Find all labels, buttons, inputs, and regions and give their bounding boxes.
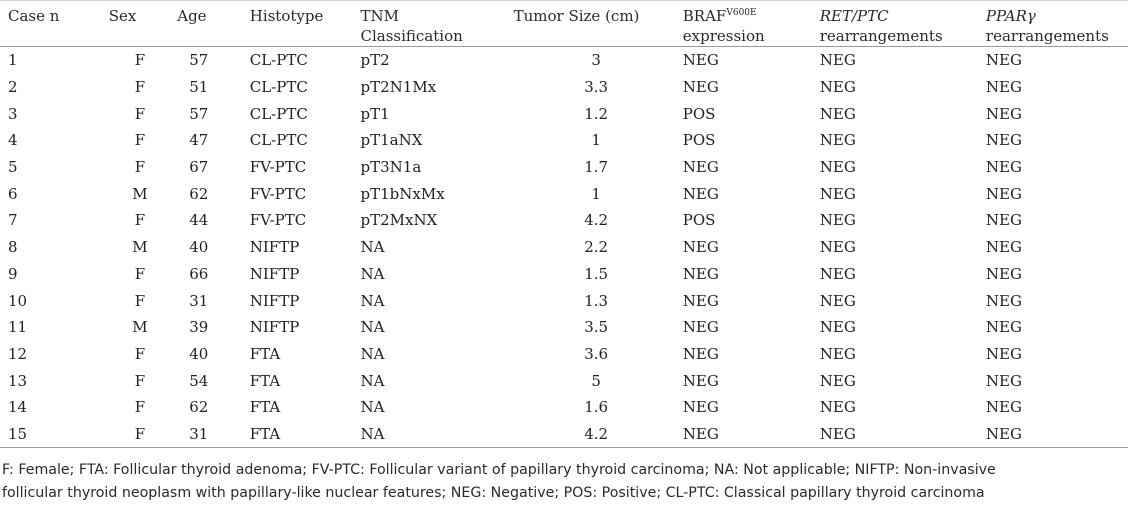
cell-ret-ptc: NEG — [819, 291, 856, 310]
cell-tumor-size: 4.2 — [584, 211, 609, 230]
cell-case: 10 — [8, 291, 28, 310]
cell-sex: F — [134, 264, 146, 283]
cell-sex: F — [105, 421, 176, 448]
cell-age: 57 — [189, 51, 209, 70]
cell-ret-ptc: NEG — [819, 184, 856, 203]
cell-tnm: NA — [360, 238, 385, 257]
cell-braf: POS — [682, 131, 716, 150]
cell-age: 31 — [189, 291, 209, 310]
cell-ppar: NEG — [985, 264, 1022, 283]
cell-histotype: FV-PTC — [249, 184, 307, 203]
cell-tnm: NA — [360, 264, 385, 283]
cell-histotype: CL-PTC — [249, 131, 308, 150]
cell-sex: F — [134, 398, 146, 417]
cell-sex: F — [134, 371, 146, 390]
cell-ret-ptc: NEG — [819, 158, 856, 177]
cell-tnm: NA — [360, 344, 385, 363]
cell-case: 7 — [8, 211, 18, 230]
cell-ppar: NEG — [985, 78, 1022, 97]
cell-ppar: NEG — [985, 238, 1022, 257]
header-row — [0, 1, 1128, 47]
header-ret-line1: RET/PTC — [819, 7, 889, 25]
cell-tumor-size: 3 — [591, 51, 601, 70]
header-ppar-line1: PPARγ — [985, 7, 1036, 25]
cell-case: 12 — [8, 344, 28, 363]
cell-age: 66 — [189, 264, 209, 283]
cell-ret-ptc: NEG — [819, 211, 856, 230]
cell-braf: NEG — [682, 291, 719, 310]
header-age: Age — [175, 1, 248, 47]
cell-braf: NEG — [682, 371, 719, 390]
cell-ret-ptc: NEG — [819, 104, 856, 123]
cell-histotype: NIFTP — [249, 318, 300, 337]
cell-braf: POS — [682, 104, 716, 123]
cell-tnm: NA — [359, 421, 512, 448]
table-row — [0, 314, 1128, 341]
table-row — [0, 261, 1128, 288]
cell-age: 54 — [189, 371, 209, 390]
header-braf-line2: expression — [682, 27, 765, 45]
table-row — [0, 127, 1128, 154]
cell-ret-ptc: NEG — [819, 318, 856, 337]
cell-histotype: FTA — [249, 344, 281, 363]
cell-ppar: NEG — [985, 131, 1022, 150]
table-row — [0, 47, 1128, 74]
cell-case: 9 — [8, 264, 18, 283]
header-braf-main: BRAF — [682, 7, 727, 25]
cell-tumor-size: 1.2 — [584, 104, 609, 123]
cell-histotype: CL-PTC — [249, 78, 308, 97]
header-tnm — [359, 1, 512, 47]
cell-tnm: pT2 — [360, 51, 390, 70]
cell-tnm: NA — [360, 398, 385, 417]
cell-histotype: FTA — [249, 371, 281, 390]
cell-tnm: pT2N1Mx — [360, 78, 437, 97]
cell-tumor-size: 5 — [591, 371, 601, 390]
cell-histotype: NIFTP — [249, 291, 300, 310]
header-tnm-line1: TNM — [360, 7, 400, 25]
cell-braf: NEG — [681, 421, 818, 448]
table-row — [0, 367, 1128, 394]
cell-tumor-size: 1.3 — [584, 291, 609, 310]
cell-tnm: NA — [360, 291, 385, 310]
table-row — [0, 287, 1128, 314]
cell-ppar: NEG — [985, 291, 1022, 310]
cell-histotype: FV-PTC — [249, 211, 307, 230]
cell-tnm: NA — [360, 318, 385, 337]
header-ppar — [984, 1, 1128, 47]
cell-braf: NEG — [682, 238, 719, 257]
cell-age: 44 — [189, 211, 209, 230]
cell-ppar: NEG — [985, 398, 1022, 417]
cell-histotype: CL-PTC — [249, 104, 308, 123]
cell-braf: NEG — [682, 264, 719, 283]
cell-sex: F — [134, 131, 146, 150]
cell-ppar: NEG — [985, 51, 1022, 70]
cell-tumor-size: 3.3 — [584, 78, 609, 97]
cell-case: 11 — [8, 318, 28, 337]
table-row — [0, 100, 1128, 127]
table-row — [0, 394, 1128, 421]
cell-sex: F — [134, 78, 146, 97]
cell-age: 31 — [175, 421, 248, 448]
cell-case: 1 — [8, 51, 18, 70]
cell-sex: M — [132, 318, 148, 337]
table-row — [0, 341, 1128, 368]
cell-age: 40 — [189, 238, 209, 257]
cell-histotype: NIFTP — [249, 238, 300, 257]
table-body — [0, 47, 1128, 448]
cell-sex: F — [134, 51, 146, 70]
cell-ppar: NEG — [985, 184, 1022, 203]
cell-case: 3 — [8, 104, 18, 123]
cell-sex: F — [134, 211, 146, 230]
cell-tumor-size: 3.5 — [584, 318, 609, 337]
cell-case: 13 — [8, 371, 28, 390]
cell-tumor-size: 1.7 — [584, 158, 609, 177]
cell-tumor-size: 1.5 — [584, 264, 609, 283]
cell-braf: NEG — [682, 184, 719, 203]
table-row — [0, 74, 1128, 101]
cell-case: 14 — [8, 398, 28, 417]
cell-tnm: pT1 — [360, 104, 390, 123]
cell-case: 15 — [0, 421, 105, 448]
cell-ret-ptc: NEG — [819, 238, 856, 257]
cell-ret-ptc: NEG — [819, 344, 856, 363]
header-ppar-line2: rearrangements — [985, 27, 1109, 45]
cell-sex: F — [134, 158, 146, 177]
cell-ret-ptc: NEG — [818, 421, 984, 448]
table-row — [0, 180, 1128, 207]
cell-tumor-size: 2.2 — [584, 238, 609, 257]
header-braf-sup: V600E — [726, 8, 757, 18]
cell-age: 39 — [189, 318, 209, 337]
cell-sex: F — [134, 104, 146, 123]
footnote-line-2: follicular thyroid neoplasm with papillary-like nuclear features; NEG: Negative; POS: Positive; CL-PTC: Classical papillary thyroid carcinoma — [2, 485, 985, 501]
header-tumor-size: Tumor Size (cm) — [512, 1, 681, 47]
cell-case: 8 — [8, 238, 18, 257]
cell-tumor-size: 3.6 — [584, 344, 609, 363]
cell-age: 67 — [189, 158, 209, 177]
cell-ret-ptc: NEG — [819, 371, 856, 390]
header-braf — [681, 1, 818, 47]
table-row — [0, 421, 1128, 448]
cell-tumor-size: 1.6 — [584, 398, 609, 417]
cell-braf: NEG — [682, 398, 719, 417]
cell-ret-ptc: NEG — [819, 264, 856, 283]
cell-braf: NEG — [682, 158, 719, 177]
cell-ppar: NEG — [985, 344, 1022, 363]
cell-braf: NEG — [682, 78, 719, 97]
cell-case: 2 — [8, 78, 18, 97]
header-sex: Sex — [105, 1, 176, 47]
cell-ret-ptc: NEG — [819, 131, 856, 150]
cell-ret-ptc: NEG — [819, 51, 856, 70]
table-row — [0, 234, 1128, 261]
cell-braf: NEG — [682, 51, 719, 70]
cell-braf: POS — [682, 211, 716, 230]
cell-age: 62 — [189, 184, 209, 203]
cell-sex: F — [134, 291, 146, 310]
cell-case: 4 — [8, 131, 18, 150]
table-header — [0, 1, 1128, 47]
table-row — [0, 207, 1128, 234]
cell-ret-ptc: NEG — [819, 398, 856, 417]
cell-tumor-size: 1 — [591, 184, 601, 203]
cell-histotype: NIFTP — [249, 264, 300, 283]
cell-age: 51 — [189, 78, 209, 97]
table-row — [0, 154, 1128, 181]
cell-braf: NEG — [682, 344, 719, 363]
header-tnm-line2: Classification — [360, 27, 463, 45]
header-ret-ptc — [818, 1, 984, 47]
cell-ppar: NEG — [985, 318, 1022, 337]
cell-sex: M — [132, 184, 148, 203]
cell-tumor-size: 4.2 — [512, 421, 681, 448]
header-ret-line2: rearrangements — [819, 27, 943, 45]
cell-sex: F — [134, 344, 146, 363]
table-footnote — [0, 459, 1122, 505]
cell-ppar: NEG — [984, 421, 1128, 448]
cell-braf: NEG — [682, 318, 719, 337]
cell-case: 5 — [8, 158, 18, 177]
cell-ppar: NEG — [985, 104, 1022, 123]
header-histotype: Histotype — [248, 1, 359, 47]
cell-tnm: pT3N1a — [360, 158, 422, 177]
cell-ppar: NEG — [985, 371, 1022, 390]
cell-ret-ptc: NEG — [819, 78, 856, 97]
cell-age: 47 — [189, 131, 209, 150]
cell-age: 57 — [189, 104, 209, 123]
cell-ppar: NEG — [985, 158, 1022, 177]
cell-histotype: FTA — [248, 421, 359, 448]
cell-tnm: pT2MxNX — [360, 211, 438, 230]
cell-tnm: pT1bNxMx — [360, 184, 445, 203]
cell-age: 62 — [189, 398, 209, 417]
cell-tnm: pT1aNX — [360, 131, 423, 150]
cell-age: 40 — [189, 344, 209, 363]
cell-sex: M — [132, 238, 148, 257]
cell-histotype: CL-PTC — [249, 51, 308, 70]
footnote-line-1: F: Female; FTA: Follicular thyroid adenoma; FV-PTC: Follicular variant of papillary thyroid carcinoma; NA: Not applicable; NIFTP: Non-invasive — [2, 462, 996, 478]
cell-tumor-size: 1 — [591, 131, 601, 150]
cell-histotype: FV-PTC — [249, 158, 307, 177]
cell-tnm: NA — [360, 371, 385, 390]
cell-histotype: FTA — [249, 398, 281, 417]
cell-case: 6 — [8, 184, 18, 203]
cell-ppar: NEG — [985, 211, 1022, 230]
header-case: Case n — [0, 1, 105, 47]
